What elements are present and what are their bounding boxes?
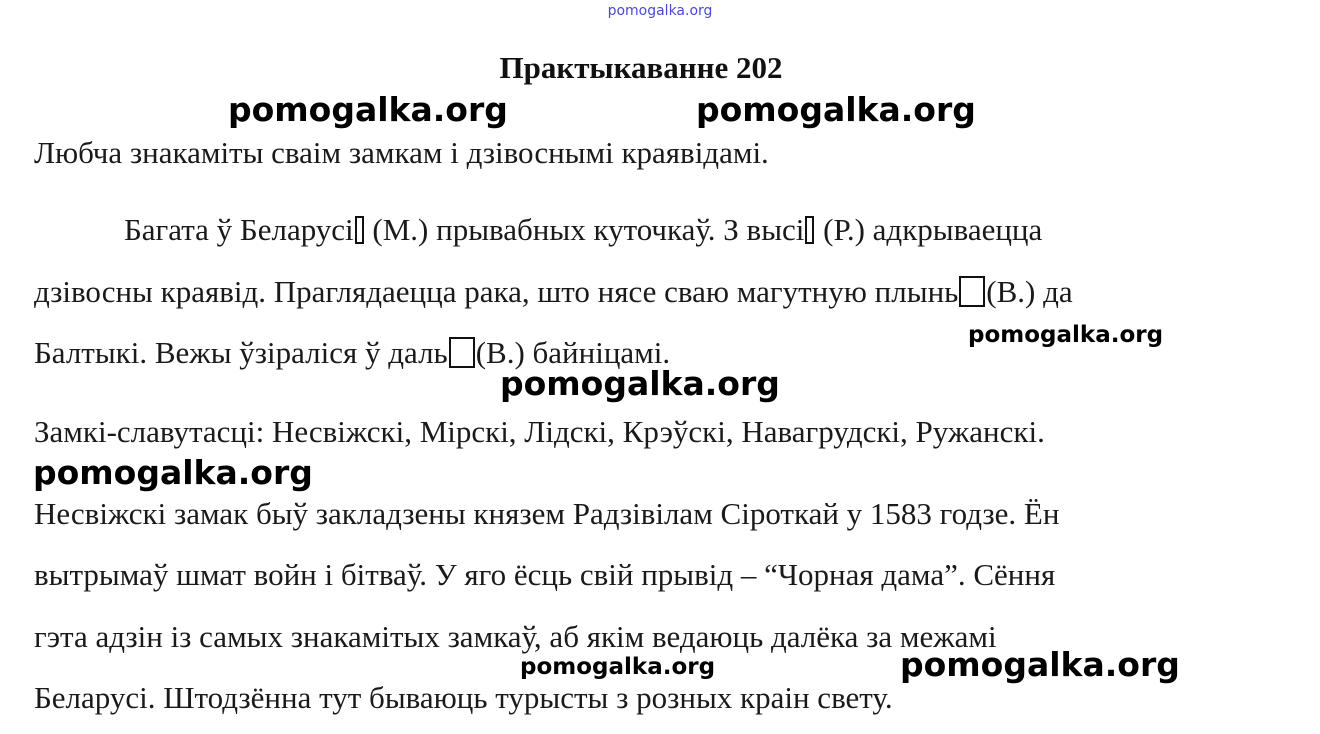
watermark: pomogalka.org xyxy=(228,90,508,129)
watermark: pomogalka.org xyxy=(33,453,313,492)
text-line-8: гэта адзін із самых знакамітых замкаў, аб якім ведаюць далёка за межамі xyxy=(34,619,997,654)
text-line-7: вытрымаў шмат войн і бітваў. У яго ёсць свій прывід – “Чорная дама”. Сёння xyxy=(34,557,1056,592)
text-segment: (Р.) адкрываецца xyxy=(815,212,1043,247)
blank-box xyxy=(355,216,364,244)
text-line-1: Любча знакаміты сваім замкам і дзівоснымі краявідамі. xyxy=(34,135,769,170)
text-line-5: Замкі-славутасці: Несвіжскі, Мірскі, Лідскі, Крэўскі, Навагрудскі, Ружанскі. xyxy=(34,414,1045,449)
text-line-3 xyxy=(34,274,1073,310)
text-segment: дзівосны краявід. Праглядаецца рака, што нясе сваю магутную плынь xyxy=(34,274,959,309)
blank-box xyxy=(959,276,985,307)
watermark: pomogalka.org xyxy=(696,90,976,129)
text-segment: (В.) да xyxy=(986,274,1073,309)
watermark: pomogalka.org xyxy=(520,654,716,680)
text-line-6: Несвіжскі замак быў закладзены князем Радзівілам Сіроткай у 1583 годзе. Ён xyxy=(34,496,1060,531)
blank-box xyxy=(449,337,475,368)
text-line-9: Беларусі. Штодзённа тут бываюць турысты з розных краін свету. xyxy=(34,680,893,715)
text-segment: Балтыкі. Вежы ўзіраліся ў даль xyxy=(34,335,448,370)
watermark: pomogalka.org xyxy=(500,364,780,403)
watermark: pomogalka.org xyxy=(968,322,1164,348)
text-segment: Багата ў Беларусі xyxy=(124,212,354,247)
exercise-title: Практыкаванне 202 xyxy=(499,50,783,85)
watermark-top: pomogalka.org xyxy=(607,3,713,19)
text-segment: (М.) прывабных куточкаў. З высі xyxy=(364,212,805,247)
blank-box xyxy=(805,216,814,244)
text-line-2 xyxy=(124,212,1042,248)
watermark: pomogalka.org xyxy=(900,645,1180,684)
text-segment: (В.) байніцамі. xyxy=(475,335,671,370)
